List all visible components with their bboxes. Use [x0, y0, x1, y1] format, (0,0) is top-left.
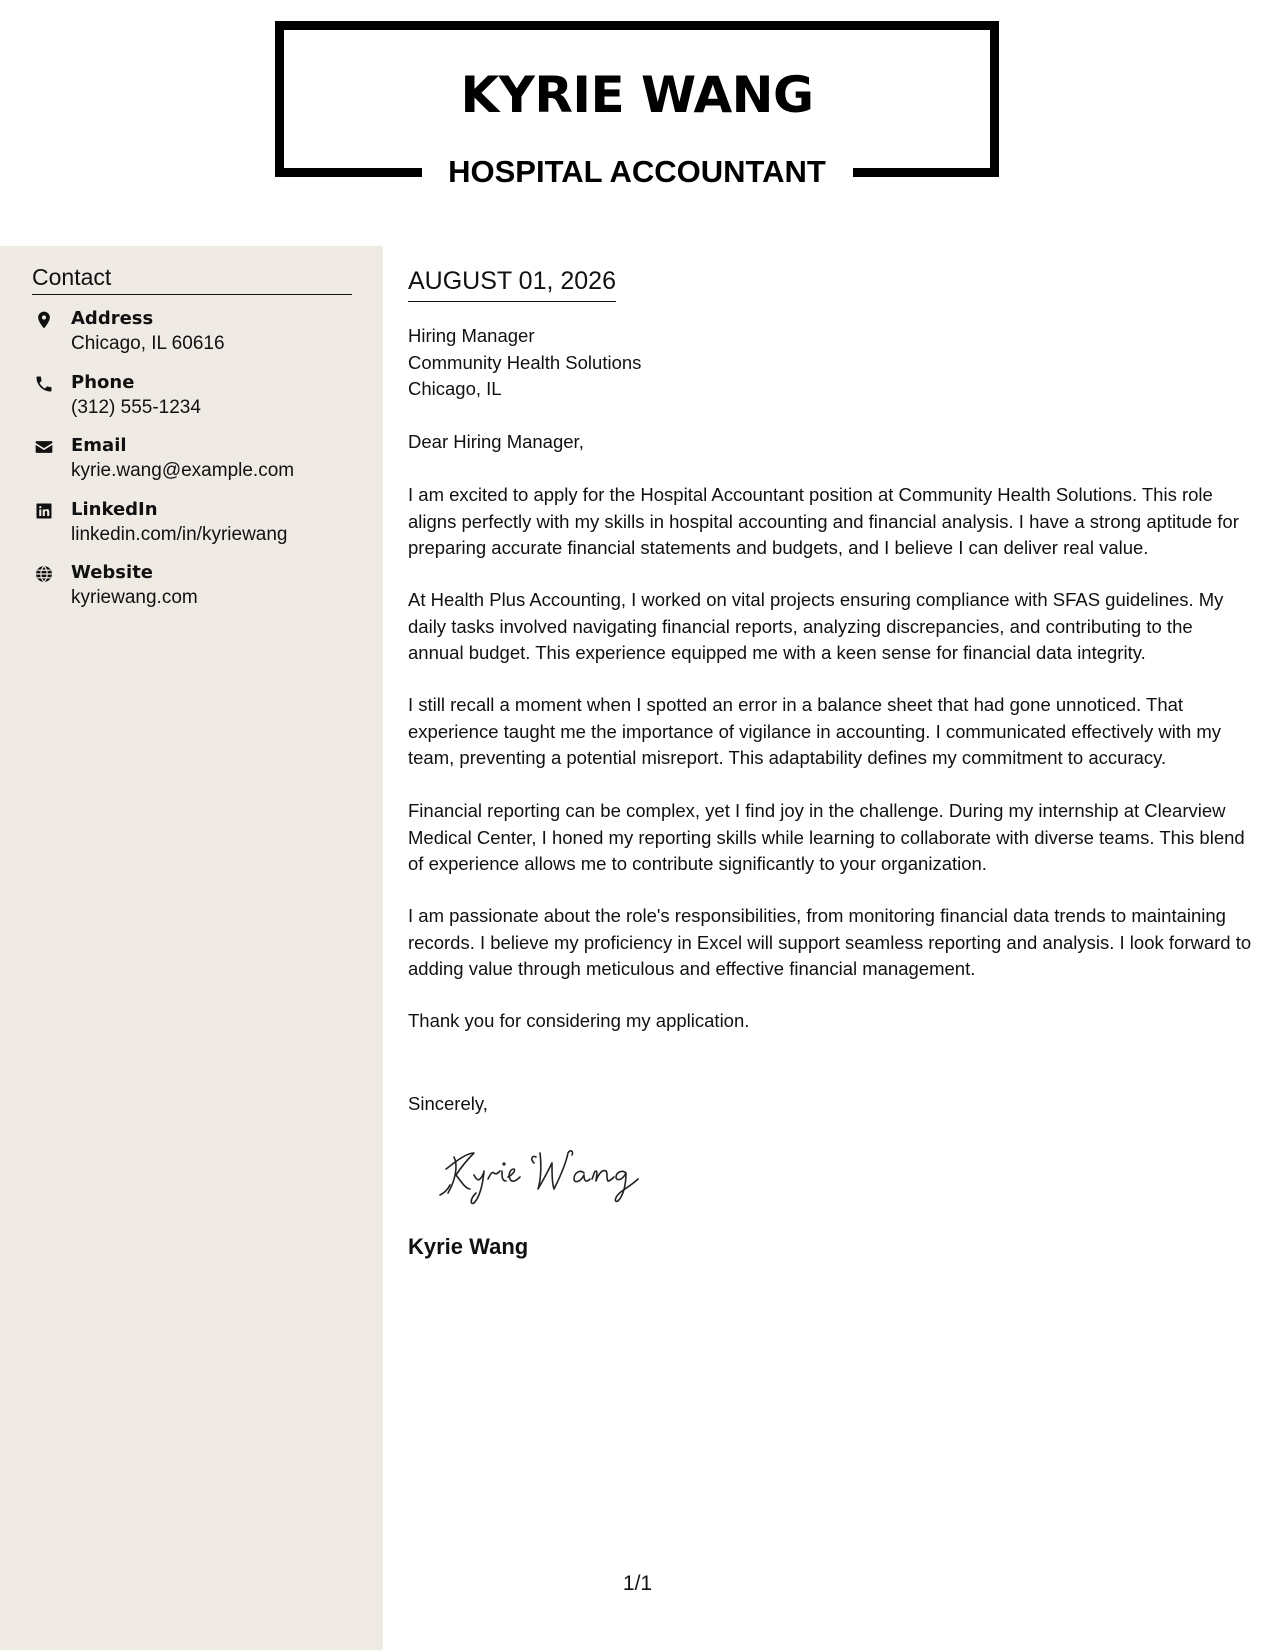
- recipient-line: Hiring Manager: [408, 325, 535, 346]
- job-title: HOSPITAL ACCOUNTANT: [448, 154, 826, 189]
- signer-name: Kyrie Wang: [408, 1234, 529, 1259]
- contact-value: (312) 555-1234: [71, 396, 201, 418]
- contact-sidebar: [0, 246, 383, 1650]
- envelope-icon: [34, 437, 54, 457]
- linkedin-icon: [34, 501, 54, 521]
- phone-icon: [34, 374, 54, 394]
- header: [0, 0, 1275, 246]
- contact-item-website: [32, 560, 372, 624]
- handwritten-signature: [436, 1139, 666, 1209]
- location-pin-icon: [34, 310, 54, 330]
- salutation: Dear Hiring Manager,: [408, 431, 584, 452]
- recipient-line: Chicago, IL: [408, 378, 502, 399]
- globe-icon: [34, 564, 54, 584]
- letter-body: [408, 246, 1253, 1650]
- closing: Sincerely,: [408, 1093, 488, 1114]
- letter-date: AUGUST 01, 2026: [408, 263, 616, 302]
- contact-item-email: [32, 433, 372, 497]
- contact-heading: Contact: [32, 260, 352, 295]
- paragraph: I still recall a moment when I spotted an error in a balance sheet that had gone unnoticed. That experience taught me the importance of vigilance in accounting. I communicated effectively with my team, preventing a potential misreport. This adaptability defines my commitment to accuracy.: [408, 694, 1222, 768]
- contact-label: Email: [71, 435, 127, 456]
- contact-value[interactable]: linkedin.com/in/kyriewang: [71, 523, 288, 545]
- contact-value[interactable]: kyrie.wang@example.com: [71, 460, 295, 481]
- page-number: 1/1: [622, 1572, 653, 1595]
- contact-label: Website: [71, 562, 154, 583]
- paragraph: Thank you for considering my application.: [408, 1010, 750, 1031]
- paragraph: I am excited to apply for the Hospital Accountant position at Community Health Solutions. This role aligns perfectly with my skills in hospital accounting and financial analysis. I have a strong aptitude for preparing accurate financial statements and budgets, and I believe I can deliver real value.: [408, 484, 1239, 558]
- contact-label: Address: [71, 308, 154, 329]
- contact-value: Chicago, IL 60616: [71, 333, 225, 354]
- contact-item-phone: [32, 370, 372, 434]
- applicant-name: KYRIE WANG: [460, 66, 814, 124]
- recipient-block: [408, 323, 1253, 403]
- paragraph: I am passionate about the role's responsibilities, from monitoring financial data trends to maintaining records. I believe my proficiency in Excel will support seamless reporting and analysis. I look forward to adding value through meticulous and effective financial management.: [408, 905, 1252, 979]
- paragraph: At Health Plus Accounting, I worked on vital projects ensuring compliance with SFAS guidelines. My daily tasks involved navigating financial reports, analyzing discrepancies, and contributing to the annual budget. This experience equipped me with a keen sense for financial data integrity.: [408, 589, 1224, 663]
- contact-label: LinkedIn: [71, 498, 158, 520]
- contact-item-address: [32, 306, 372, 370]
- contact-value[interactable]: kyriewang.com: [71, 587, 198, 608]
- contact-label: Phone: [71, 371, 135, 393]
- paragraph: Financial reporting can be complex, yet I find joy in the challenge. During my internship at Clearview Medical Center, I honed my reporting skills while learning to collaborate with diverse teams. This blend of experience allows me to contribute significantly to your organization.: [408, 800, 1245, 874]
- contact-item-linkedin: [32, 497, 372, 561]
- contact-list: [32, 306, 372, 624]
- recipient-line: Community Health Solutions: [408, 351, 642, 373]
